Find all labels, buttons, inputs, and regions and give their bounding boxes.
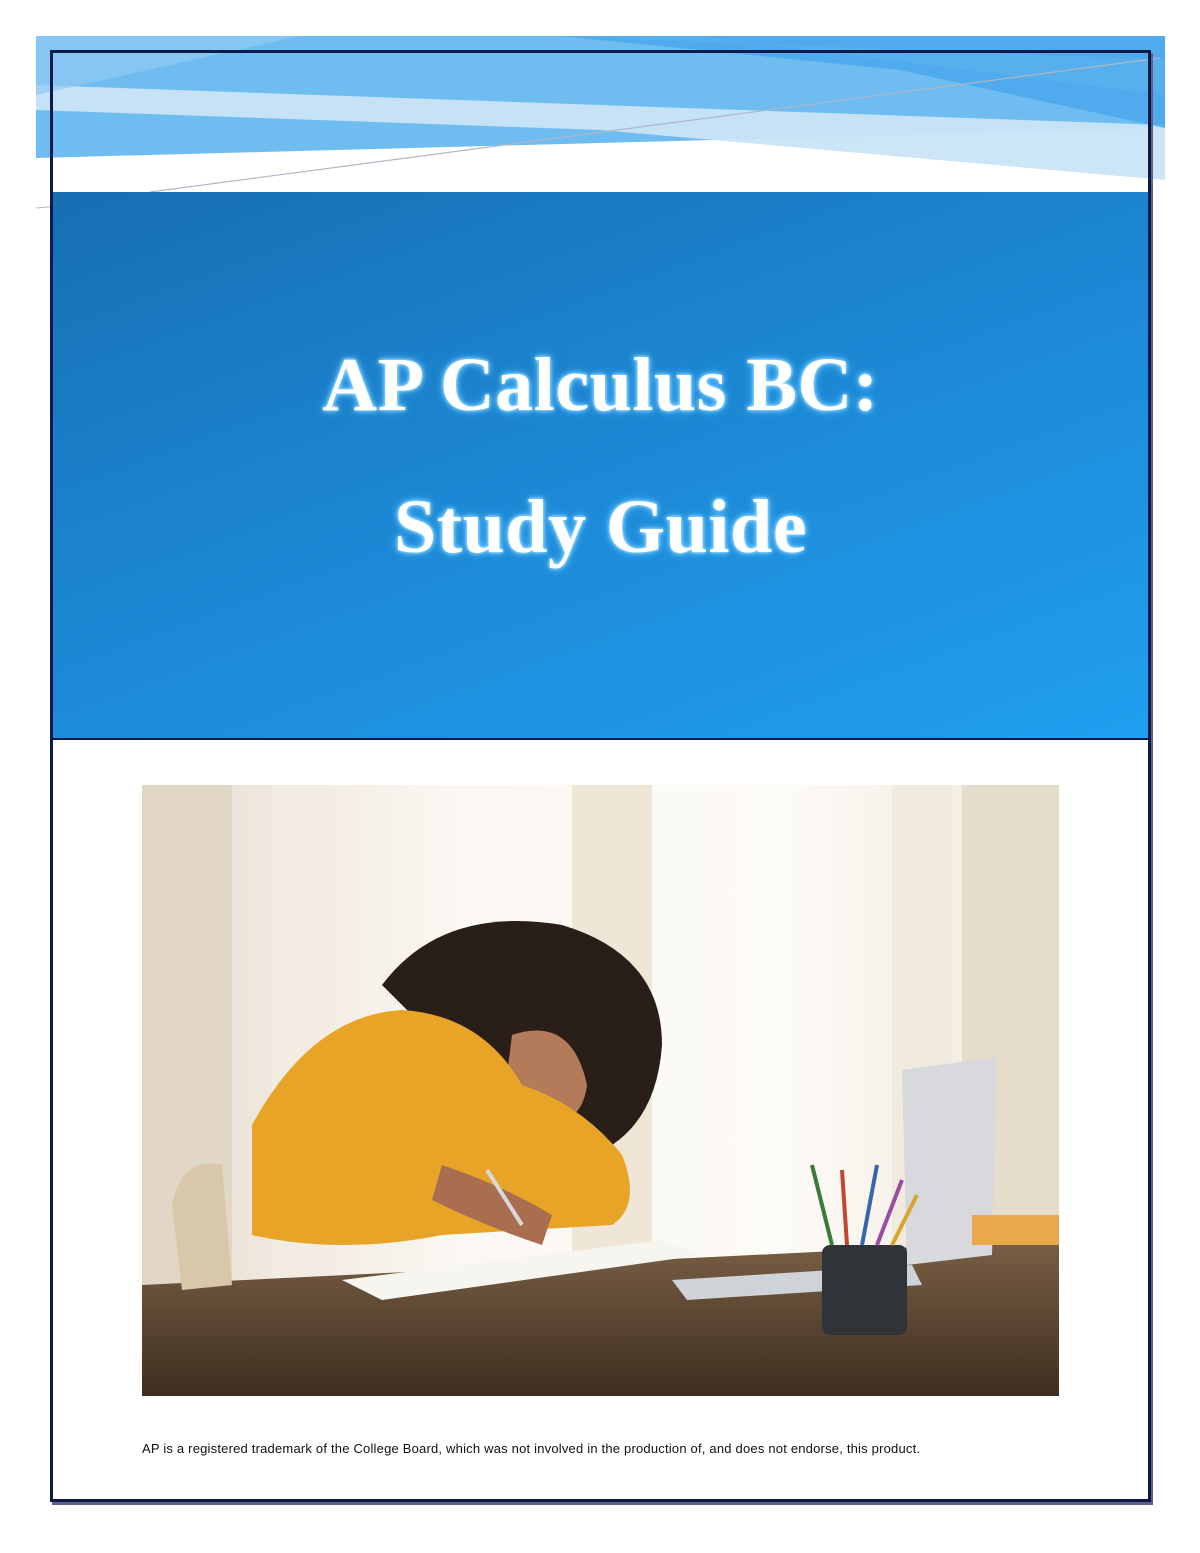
title-line-1: AP Calculus BC:: [322, 343, 879, 427]
student-writing-photo-icon: [142, 785, 1059, 1396]
cover-photo: [142, 785, 1059, 1396]
title-line-2: Study Guide: [393, 485, 808, 569]
title-banner: [53, 192, 1148, 740]
trademark-disclaimer: AP is a registered trademark of the College Board, which was not involved in the production of, and does not endorse, this product.: [142, 1441, 921, 1456]
